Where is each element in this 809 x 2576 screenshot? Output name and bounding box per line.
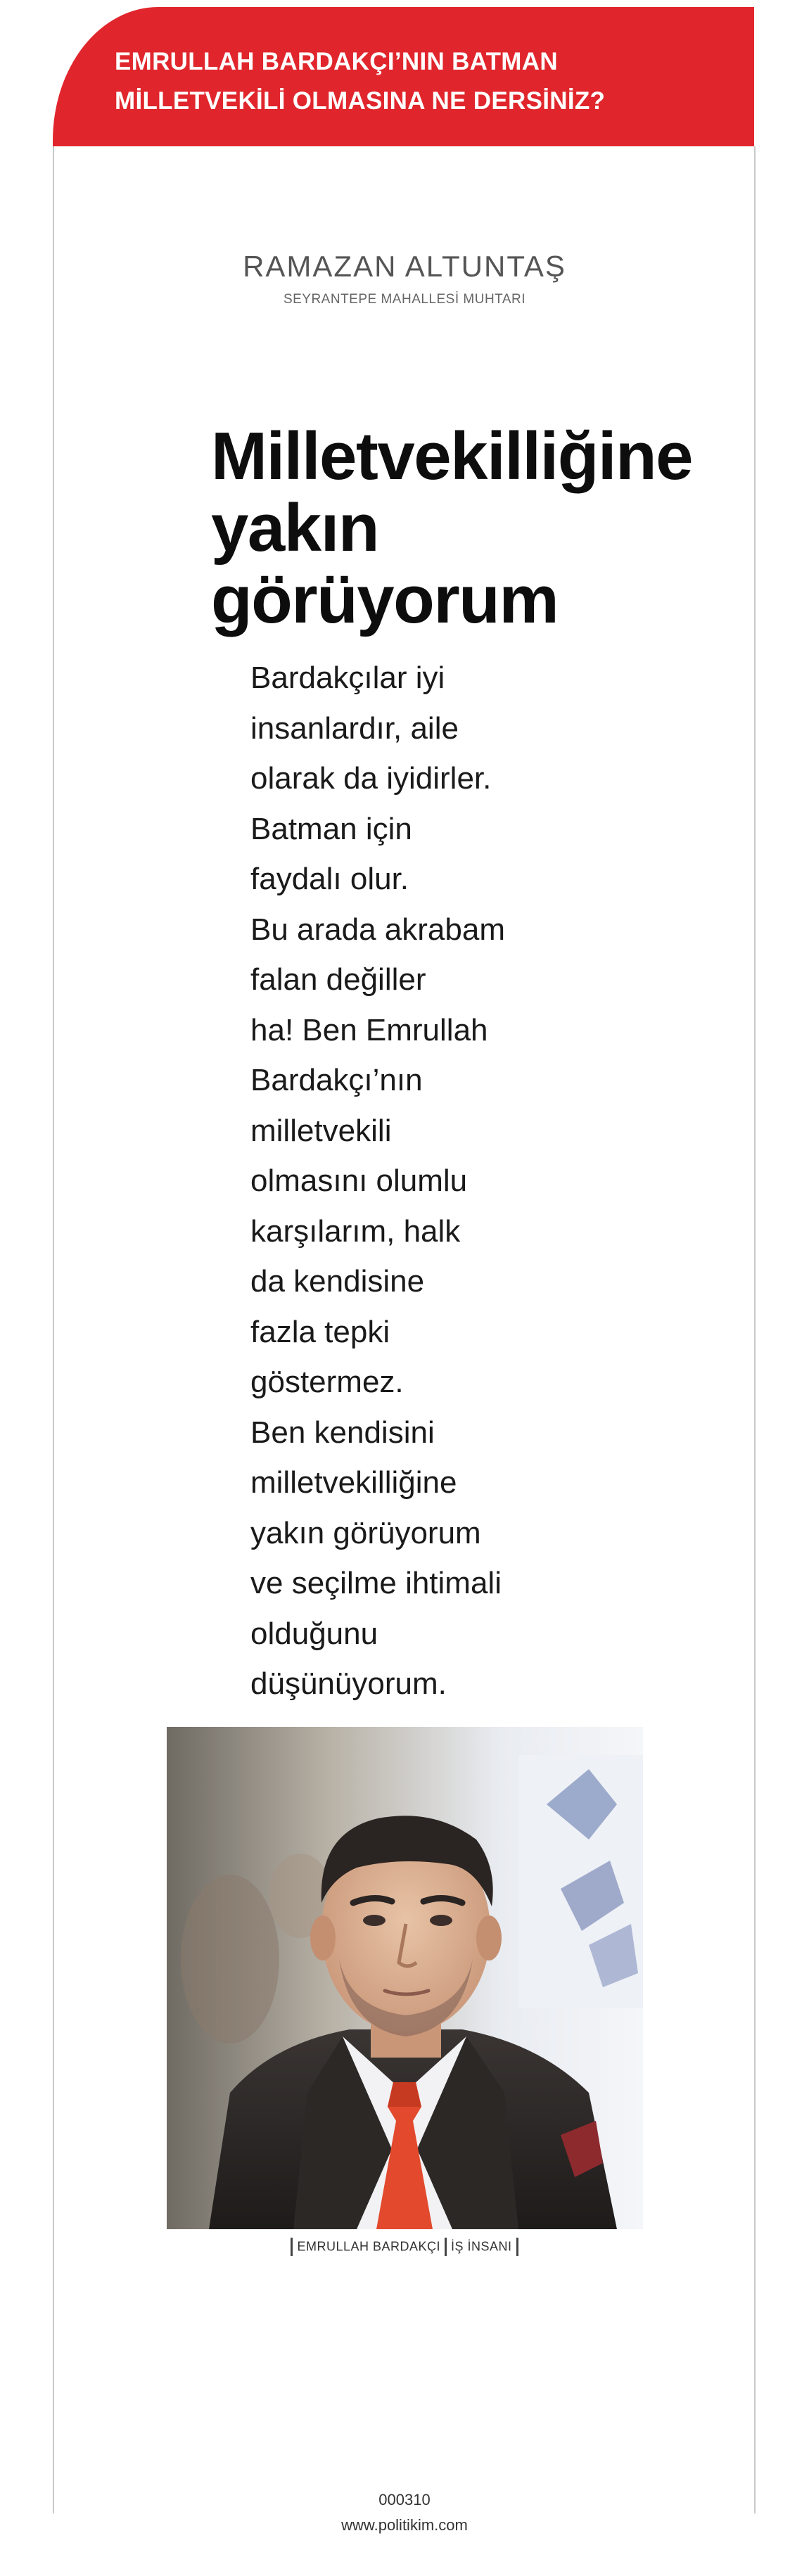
body-line: Bardakçı’nın xyxy=(250,1063,423,1097)
headline-line: görüyorum xyxy=(211,562,559,637)
body-line: yakın görüyorum xyxy=(250,1515,481,1550)
body-line: Bu arada akrabam xyxy=(250,912,505,947)
body-line: karşılarım, halk xyxy=(250,1213,461,1249)
photo-caption xyxy=(0,2238,809,2256)
body-line: fazla tepki xyxy=(250,1314,390,1349)
author-role: SEYRANTEPE MAHALLESİ MUHTARI xyxy=(283,292,526,307)
body-line: milletvekilliğine xyxy=(250,1465,457,1500)
body-line: Batman için xyxy=(250,811,412,846)
body-line: olmasını olumlu xyxy=(250,1163,468,1198)
left-border-rule xyxy=(53,146,54,2513)
portrait-photo xyxy=(167,1727,643,2229)
body-line: ve seçilme ihtimali xyxy=(250,1566,502,1600)
body-line: insanlardır, aile xyxy=(250,710,459,746)
body-line: Ben kendisini xyxy=(250,1415,435,1450)
footer-url: www.politikim.com xyxy=(341,2516,468,2534)
body-line: da kendisine xyxy=(250,1264,425,1299)
caption-divider xyxy=(445,2238,447,2256)
page-footer xyxy=(0,2489,809,2537)
right-border-rule xyxy=(754,146,756,2513)
body-line: faydalı olur. xyxy=(250,862,409,896)
caption-divider xyxy=(516,2238,518,2256)
caption-role: İŞ İNSANI xyxy=(451,2239,512,2254)
caption-divider xyxy=(291,2238,293,2256)
body-line: olarak da iyidirler. xyxy=(250,761,492,796)
headline-line: yakın xyxy=(211,490,378,566)
caption-name: EMRULLAH BARDAKÇI xyxy=(297,2239,440,2254)
body-line: olduğunu xyxy=(250,1616,378,1651)
body-line: göstermez. xyxy=(250,1365,404,1399)
author-block xyxy=(0,250,809,307)
article-headline xyxy=(211,421,718,636)
body-line: Bardakçılar iyi xyxy=(250,661,445,695)
body-line: düşünüyorum. xyxy=(250,1666,447,1701)
body-line: falan değiller xyxy=(250,962,426,997)
banner-title: EMRULLAH BARDAKÇI’NIN BATMAN MİLLETVEKİLİ OLMASINA NE DERSİNİZ? xyxy=(115,48,606,115)
body-line: ha! Ben Emrullah xyxy=(250,1012,488,1047)
article-body xyxy=(250,653,532,1709)
portrait-illustration xyxy=(167,1727,643,2229)
headline-line: Milletvekilliğine xyxy=(211,419,693,494)
footer-code: 000310 xyxy=(378,2491,431,2508)
header-banner xyxy=(53,7,754,146)
body-line: milletvekili xyxy=(250,1113,392,1148)
author-name: RAMAZAN ALTUNTAŞ xyxy=(243,250,566,283)
